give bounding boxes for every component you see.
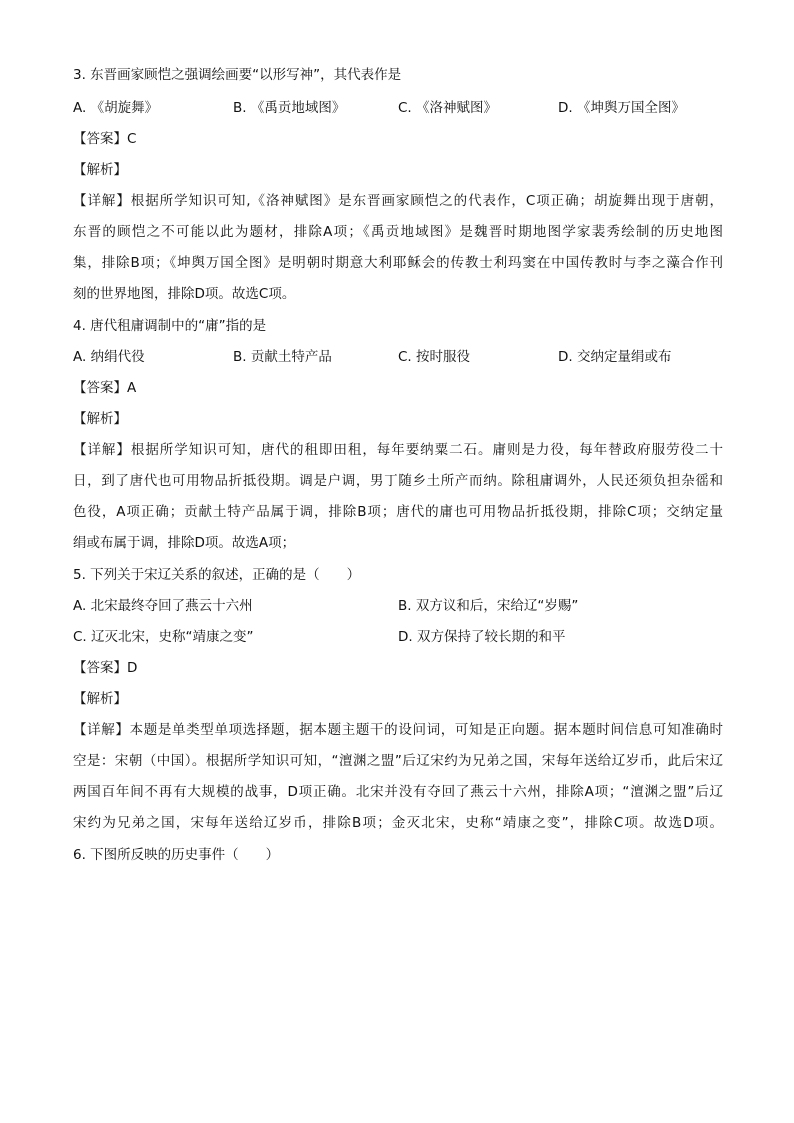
- question-3-detail-line: 集，排除B项；《坤舆万国全图》是明朝时期意大利耶稣会的传教士利玛窦在中国传教时与李之藻合作刊: [73, 255, 723, 271]
- question-5-answer: 【答案】D: [73, 660, 138, 676]
- question-3-option-a: A. 《胡旋舞》: [73, 100, 159, 116]
- question-3-detail-line: 【详解】根据所学知识可知,《洛神赋图》是东晋画家顾恺之的代表作，C项正确；胡旋舞出现于唐朝，: [73, 193, 723, 209]
- question-6-stem: 6. 下图所反映的历史事件（ ）: [73, 847, 280, 863]
- question-4-analysis-heading: 【解析】: [73, 411, 127, 427]
- question-4-detail-line: 【详解】根据所学知识可知，唐代的租即田租，每年要纳粟二石。庸则是力役，每年替政府服劳役二十: [73, 442, 723, 458]
- question-5-option-a: A. 北宋最终夺回了燕云十六州: [73, 598, 253, 614]
- question-4-detail-line: 色役，A项正确；贡献土特产品属于调，排除B项；唐代的庸也可用物品折抵役期，排除C项；交纳定量: [73, 504, 723, 520]
- question-4-option-b: B. 贡献土特产品: [233, 349, 332, 365]
- question-3-option-d: D. 《坤舆万国全图》: [558, 100, 685, 116]
- question-5-detail-line: 宋约为兄弟之国，宋每年送给辽岁币，排除B项；金灭北宋，史称“靖康之变”，排除C项。故选D项。: [73, 815, 723, 831]
- question-5-option-c: C. 辽灭北宋，史称“靖康之变”: [73, 629, 254, 645]
- question-3-analysis-heading: 【解析】: [73, 162, 127, 178]
- question-4-option-d: D. 交纳定量绢或布: [558, 349, 672, 365]
- question-4-answer: 【答案】A: [73, 380, 137, 396]
- question-5-detail-line: 空是：宋朝（中国）。根据所学知识可知，“澶渊之盟”后辽宋约为兄弟之国，宋每年送给辽岁币，此后宋辽: [73, 753, 723, 769]
- question-3-detail-line: 刻的世界地图，排除D项。故选C项。: [73, 286, 296, 302]
- question-4-option-a: A. 纳绢代役: [73, 349, 145, 365]
- question-4-detail-line: 绢或布属于调，排除D项。故选A项；: [73, 535, 296, 551]
- question-5-detail-line: 两国百年间不再有大规模的战事，D项正确。北宋并没有夺回了燕云十六州，排除A项；“澶渊之盟”后辽: [73, 784, 723, 800]
- question-3-detail-line: 东晋的顾恺之不可能以此为题材，排除A项；《禹贡地域图》是魏晋时期地图学家裴秀绘制的历史地图: [73, 224, 723, 240]
- question-3-answer: 【答案】C: [73, 131, 137, 147]
- question-5-stem: 5. 下列关于宋辽关系的叙述，正确的是（ ）: [73, 567, 361, 583]
- question-3-stem: 3. 东晋画家顾恺之强调绘画要“以形写神”，其代表作是: [73, 67, 402, 83]
- question-5-detail-line: 【详解】本题是单类型单项选择题，据本题主题干的设问词，可知是正向题。据本题时间信息可知准确时: [73, 722, 723, 738]
- question-5-option-b: B. 双方议和后，宋给辽“岁赐”: [398, 598, 579, 614]
- question-3-option-c: C. 《洛神赋图》: [398, 100, 498, 116]
- question-4-stem: 4. 唐代租庸调制中的“庸”指的是: [73, 318, 267, 334]
- question-5-option-d: D. 双方保持了较长期的和平: [398, 629, 566, 645]
- question-4-detail-line: 日，到了唐代也可用物品折抵役期。调是户调，男丁随乡土所产而纳。除租庸调外，人民还须负担杂徭和: [73, 473, 723, 489]
- question-4-option-c: C. 按时服役: [398, 349, 471, 365]
- question-5-analysis-heading: 【解析】: [73, 691, 127, 707]
- question-3-option-b: B. 《禹贡地域图》: [233, 100, 346, 116]
